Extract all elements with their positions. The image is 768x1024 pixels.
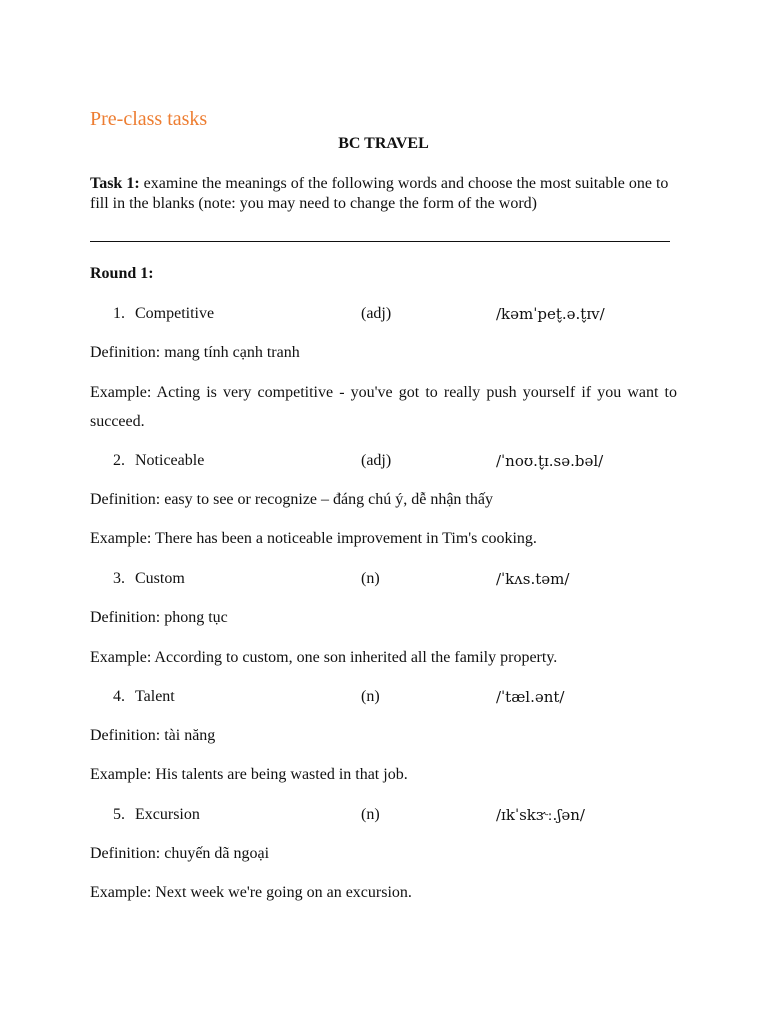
term-word: Custom (135, 570, 185, 587)
term-part-of-speech: (adj) (361, 452, 392, 469)
term-row (90, 805, 677, 825)
term-example: Example: Acting is very competitive - you've got to really push yourself if you want to succeed. (90, 384, 677, 430)
task-instruction (90, 174, 677, 214)
round-label: Round 1: (90, 265, 154, 282)
term-row (90, 451, 677, 471)
term-part-of-speech: (n) (361, 806, 380, 823)
term-example: Example: According to custom, one son inherited all the family property. (90, 649, 558, 666)
term-pronunciation: /kəmˈpet̬.ə.t̬ɪv/ (496, 305, 605, 323)
term-word: Competitive (135, 305, 215, 322)
term-example: Example: Next week we're going on an excursion. (90, 884, 412, 901)
term-definition: Definition: mang tính cạnh tranh (90, 344, 300, 361)
term-row (90, 304, 677, 324)
term-definition: Definition: phong tục (90, 609, 228, 626)
task-label: Task 1: (90, 175, 140, 192)
term-word: Noticeable (135, 452, 205, 469)
term-definition: Definition: easy to see or recognize – đáng chú ý, dễ nhận thấy (90, 491, 493, 508)
term-example: Example: There has been a noticeable improvement in Tim's cooking. (90, 530, 537, 547)
term-number: 3. (113, 570, 125, 587)
term-part-of-speech: (n) (361, 688, 380, 705)
term-row (90, 687, 677, 707)
term-pronunciation: /ˈnoʊ.t̬ɪ.sə.bəl/ (496, 452, 604, 470)
task-text: examine the meanings of the following words and choose the most suitable one to fill in the blanks (note: you may need to change the form of the word) (90, 175, 669, 212)
term-word: Talent (135, 688, 175, 705)
term-pronunciation: /ɪkˈskɝː.ʃən/ (496, 806, 585, 824)
term-pronunciation: /ˈtæl.ənt/ (496, 688, 565, 706)
term-part-of-speech: (n) (361, 570, 380, 587)
term-number: 1. (113, 305, 125, 322)
term-part-of-speech: (adj) (361, 305, 392, 322)
term-example: Example: His talents are being wasted in that job. (90, 766, 408, 783)
term-number: 5. (113, 806, 125, 823)
term-definition: Definition: chuyến dã ngoại (90, 845, 270, 862)
term-number: 4. (113, 688, 125, 705)
term-pronunciation: /ˈkʌs.təm/ (496, 570, 570, 588)
section-title: Pre-class tasks (90, 108, 208, 130)
document-title: BC TRAVEL (338, 135, 429, 152)
term-word: Excursion (135, 806, 200, 823)
term-number: 2. (113, 452, 125, 469)
term-row (90, 569, 677, 589)
horizontal-rule (90, 241, 670, 242)
term-definition: Definition: tài năng (90, 727, 216, 744)
